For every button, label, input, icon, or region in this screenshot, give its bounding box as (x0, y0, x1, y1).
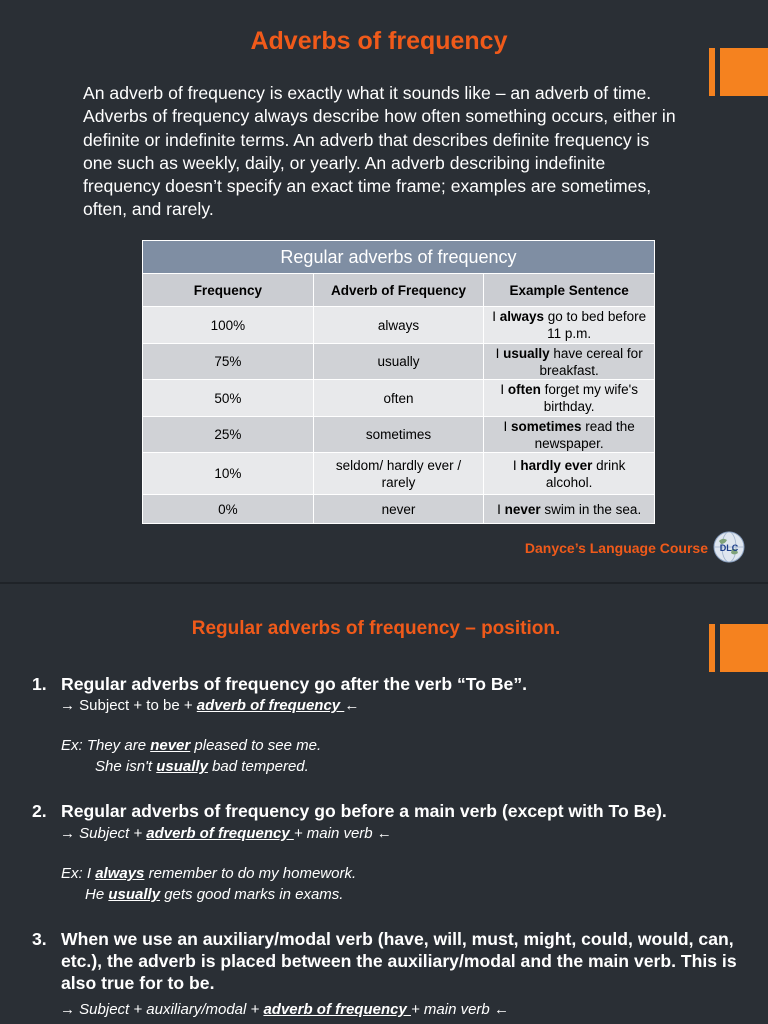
rule-number: 2. (32, 801, 47, 821)
example-bold: never (504, 501, 541, 517)
header-frequency: Frequency (143, 274, 314, 307)
example-post: remember to do my homework. (144, 865, 357, 882)
example-post: have cereal for breakfast. (539, 345, 643, 378)
example-line (61, 735, 321, 756)
formula-keyword: adverb of frequency (146, 825, 294, 842)
table-row (143, 453, 655, 495)
adverb-cell: usually (313, 344, 484, 380)
example-post: go to bed before 11 p.m. (544, 309, 647, 341)
example-pre: Ex: They are (61, 737, 151, 754)
slide-title: Regular adverbs of frequency – position. (191, 618, 561, 639)
adverb-cell: never (313, 495, 484, 524)
example-post: read the newspaper. (534, 418, 635, 451)
example-line (61, 756, 321, 777)
frequency-cell: 50% (143, 380, 314, 417)
example-bold: hardly ever (520, 457, 593, 473)
example-pre: He (85, 886, 109, 903)
formula-post: ← (344, 697, 360, 714)
formula-pre: → Subject + to be + (60, 697, 197, 714)
example-pre: I (500, 382, 508, 397)
example-keyword: always (95, 865, 145, 882)
brand-name: Danyce’s Language Course (524, 540, 708, 556)
slide-adverb-position (0, 584, 768, 1024)
example-post: swim in the sea. (540, 501, 642, 517)
example-bold: usually (503, 345, 550, 361)
formula-keyword: adverb of frequency (263, 1001, 411, 1018)
example-post: forget my wife's birthday. (540, 382, 638, 414)
example-keyword: usually (156, 758, 208, 775)
rule-1-formula (60, 696, 359, 715)
example-cell (484, 380, 655, 417)
example-pre: I (495, 345, 504, 361)
rule-number: 1. (32, 674, 47, 694)
example-cell (484, 307, 655, 344)
table-row (143, 344, 655, 380)
rule-3-formula (60, 1000, 509, 1019)
example-bold: often (507, 382, 541, 397)
frequency-cell: 100% (143, 307, 314, 344)
frequency-cell: 0% (143, 495, 314, 524)
example-pre: I (503, 418, 511, 434)
example-pre: I (497, 501, 505, 517)
adverb-cell: sometimes (313, 417, 484, 453)
example-keyword: never (150, 737, 191, 754)
example-line (61, 863, 356, 884)
example-cell (484, 453, 655, 495)
formula-post: + main verb ← (293, 825, 392, 842)
adverb-cell: often (313, 380, 484, 417)
logo-lettering: DLC (719, 543, 739, 553)
intro-paragraph: An adverb of frequency is exactly what it sounds like – an adverb of time. Adverbs of frequency always describe how often something occurs, either in definite or indefinite terms. An adverb that describes definite frequency is one such as weekly, daily, or yearly. An adverb describing indefinite frequency doesn’t specify an exact time frame; examples are sometimes, often, and rarely. (83, 83, 676, 220)
table-row (143, 495, 655, 524)
example-pre: I (512, 457, 521, 473)
example-bold: sometimes (510, 418, 582, 434)
formula-post: + main verb ← (410, 1001, 509, 1018)
example-cell (484, 495, 655, 524)
frequency-cell: 25% (143, 417, 314, 453)
globe-logo-icon (713, 531, 745, 563)
rule-1-examples (61, 735, 321, 777)
frequency-cell: 75% (143, 344, 314, 380)
rule-text: Regular adverbs of frequency go before a main verb (except with To Be). (61, 801, 667, 821)
example-post: bad tempered. (207, 758, 309, 775)
example-cell (484, 417, 655, 453)
header-example: Example Sentence (484, 274, 655, 307)
frequency-cell: 10% (143, 453, 314, 495)
rule-2-examples (61, 863, 356, 905)
example-pre: She isn't (95, 758, 157, 775)
rule-number: 3. (32, 929, 47, 949)
header-adverb: Adverb of Frequency (313, 274, 484, 307)
frequency-table (142, 240, 655, 524)
table-row (143, 417, 655, 453)
example-cell (484, 344, 655, 380)
example-post: drink alcohol. (545, 457, 626, 490)
example-line (61, 884, 356, 905)
rule-text: Regular adverbs of frequency go after the verb “To Be”. (61, 674, 528, 694)
example-post: pleased to see me. (190, 737, 322, 754)
example-post: gets good marks in exams. (160, 886, 344, 903)
slide-title: Adverbs of frequency (250, 27, 508, 55)
rule-text: When we use an auxiliary/modal verb (have, will, must, might, could, would, can, etc.), the adverb is placed between the auxiliary/modal and the main verb. This is also true for to be. (61, 929, 737, 993)
formula-keyword: adverb of frequency (196, 697, 345, 714)
example-pre: Ex: I (61, 865, 96, 882)
formula-pre: → Subject + (60, 825, 147, 842)
table-caption: Regular adverbs of frequency (143, 241, 655, 274)
example-keyword: usually (108, 886, 161, 903)
adverb-cell: always (313, 307, 484, 344)
example-bold: always (499, 309, 545, 324)
rule-2-formula (60, 824, 392, 843)
table-row (143, 307, 655, 344)
table-row (143, 380, 655, 417)
formula-pre: → Subject + auxiliary/modal + (60, 1001, 264, 1018)
example-pre: I (492, 309, 500, 324)
adverb-cell: seldom/ hardly ever / rarely (313, 453, 484, 495)
